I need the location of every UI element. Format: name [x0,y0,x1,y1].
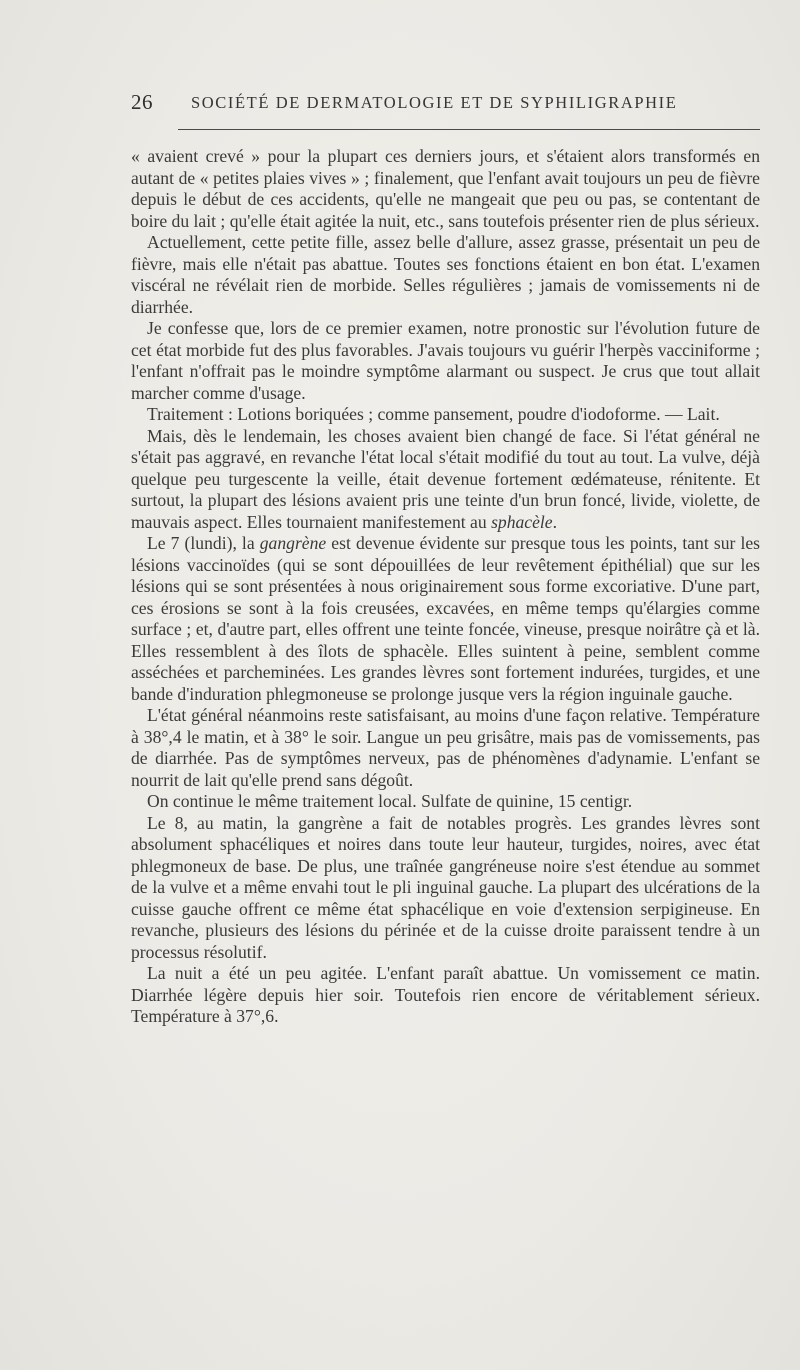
paragraph-text: « avaient crevé » pour la plupart ces derniers jours, et s'étaient alors transformés en autant de « petites plaies vives » ; finalement, que l'enfant avait toujours un peu de fièvre depuis le début de ces accidents, qu'elle ne mangeait que peu ou pas, se contentant de boire du lait ; qu'elle était agitée la nuit, etc., sans toutefois présenter rien de plus sérieux. [131,146,760,231]
paragraph [131,791,760,813]
paragraph [131,533,760,705]
paragraph-text: La nuit a été un peu agitée. L'enfant paraît abattue. Un vomissement ce matin. Diarrhée légère depuis hier soir. Toutefois rien encore de véritablement sérieux. Température à 37°,6. [131,963,760,1026]
paragraph [131,705,760,791]
paragraph-text: Je confesse que, lors de ce premier examen, notre pronostic sur l'évolution future de cet état morbide fut des plus favorables. J'avais toujours vu guérir l'herpès vacciniforme ; l'enfant n'offrait pas le moindre symptôme alarmant ou suspect. Je crus que tout allait marcher comme d'usage. [131,318,760,403]
running-head: SOCIÉTÉ DE DERMATOLOGIE ET DE SYPHILIGRAPHIE [191,93,678,112]
page-number: 26 [131,90,153,114]
paragraph-text: Mais, dès le lendemain, les choses avaient bien changé de face. Si l'état général ne s'était pas aggravé, en revanche l'état local s'était modifié du tout au tout. La vulve, déjà quelque peu turgescente la veille, était devenue fortement œdémateuse, rénitente. Et surtout, la plupart des lésions avaient pris une teinte d'un brun foncé, livide, violette, de mauvais aspect. Elles tournaient manifestement au [131,425,760,532]
italic-term: sphacèle [491,511,553,532]
paragraph [131,813,760,964]
paragraph-text: Actuellement, cette petite fille, assez belle d'allure, assez grasse, présentait un peu de fièvre, mais elle n'était pas abattue. Toutes ses fonctions étaient en bon état. L'examen viscéral ne révélait rien de morbide. Selles régulières ; jamais de vomissements ni de diarrhée. [131,232,760,317]
paragraph [131,426,760,534]
paragraph [131,404,760,426]
paragraph-text: est devenue évidente sur presque tous les points, tant sur les lésions vaccinoïdes (qui se sont dépouillées de leur revêtement épithélial) que sur les lésions qui se sont présentées à nous originairement sous forme excoriative. D'une part, ces érosions se sont à la fois creusées, excavées, en même temps qu'élargies comme surface ; et, d'autre part, elles offrent une teinte foncée, vineuse, presque noirâtre çà et là. Elles ressemblent à des îlots de sphacèle. Elles suintent à peine, semblent comme asséchées et parcheminées. Les grandes lèvres sont fortement indurées, turgides, et une bande d'induration phlegmoneuse se prolonge jusque vers la région inguinale gauche. [131,533,760,704]
paragraph [131,146,760,232]
paragraph-text: . [552,511,558,532]
header-rule [178,129,760,130]
paragraph [131,963,760,1028]
page-header [131,90,760,120]
paragraph-text: Le 8, au matin, la gangrène a fait de notables progrès. Les grandes lèvres sont absolument sphacéliques et noires dans toute leur hauteur, turgides, noires, avec état phlegmoneux de base. De plus, une traînée gangréneuse noire s'est étendue au sommet de la vulve et a même envahi tout le pli inguinal gauche. La plupart des ulcérations de la cuisse gauche offrent ce même état sphacélique en voie d'extension serpigineuse. En revanche, plusieurs des lésions du périnée et de la cuisse droite paraissent tendre à un processus résolutif. [131,812,760,962]
italic-term: gangrène [259,533,327,553]
body-text [131,146,760,1028]
paragraph-text: L'état général néanmoins reste satisfaisant, au moins d'une façon relative. Température à 38°,4 le matin, et à 38° le soir. Langue un peu grisâtre, mais pas de vomissements, pas de diarrhée. Pas de symptômes nerveux, pas de phénomènes d'adynamie. L'enfant se nourrit de lait qu'elle prend sans dégoût. [131,705,760,790]
paragraph-text: Le 7 (lundi), la [147,533,260,553]
paragraph-text: Traitement : Lotions boriquées ; comme pansement, poudre d'iodoforme. — Lait. [147,404,720,424]
paragraph [131,318,760,404]
paragraph-text: On continue le même traitement local. Sulfate de quinine, 15 centigr. [147,791,633,811]
paragraph [131,232,760,318]
